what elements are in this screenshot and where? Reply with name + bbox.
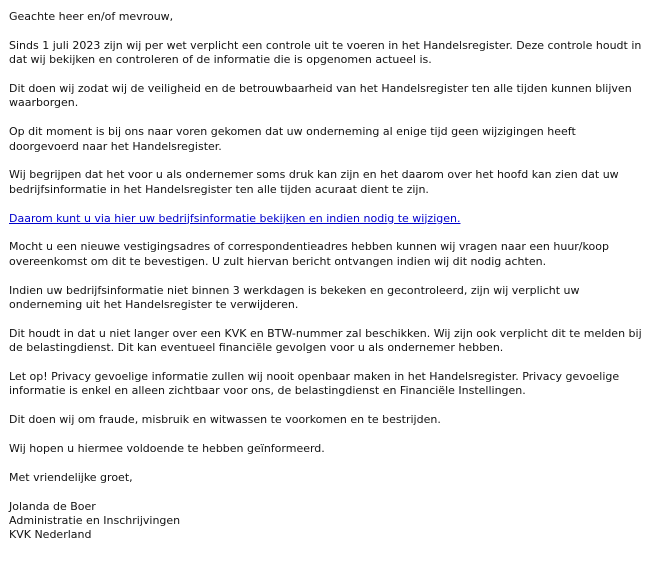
paragraph-notice: Op dit moment is bij ons naar voren gekomen dat uw onderneming al enige tijd geen wijzigingen heeft doorgevoerd naar het Handelsregister. [9, 125, 576, 153]
paragraph-intro: Sinds 1 juli 2023 zijn wij per wet verplicht een controle uit te voeren in het Handelsregister. Deze controle houdt in dat wij bekijken en controleren of de informatie die is opgenomen actueel is. [9, 38, 642, 67]
paragraph-understanding: Wij begrijpen dat het voor u als ondernemer soms druk kan zijn en het daarom over het hoofd kan zien dat uw bedrijfsinformatie in het Handelsregister ten alle tijden acuraat dient te zijn. [9, 168, 619, 196]
greeting: Geachte heer en/of mevrouw, [9, 10, 174, 23]
signature [9, 500, 649, 543]
paragraph-purpose: Dit doen wij zodat wij de veiligheid en de betrouwbaarheid van het Handelsregister ten alle tijden kunnen blijven waarborgen. [9, 82, 632, 110]
paragraph-address: Mocht u een nieuwe vestigingsadres of correspondentieadres hebben kunnen wij vragen naar een huur/koop overeenkomst om dit te bevestigen. U zult hiervan bericht ontvangen indien wij dit nodig achten. [9, 240, 609, 268]
paragraph-privacy: Let op! Privacy gevoelige informatie zullen wij nooit openbaar maken in het Handelsregister. Privacy gevoelige informatie is enkel en alleen zichtbaar voor ons, de belastingdienst en Financiële Instellingen. [9, 370, 620, 398]
signature-organization: KVK Nederland [9, 528, 92, 542]
update-info-link[interactable]: Daarom kunt u via hier uw bedrijfsinformatie bekijken en indien nodig te wijzigen. [9, 211, 461, 225]
link-paragraph [9, 212, 649, 226]
signature-department: Administratie en Inschrijvingen [9, 514, 181, 528]
paragraph-deadline: Indien uw bedrijfsinformatie niet binnen 3 werkdagen is bekeken en gecontroleerd, zijn wij verplicht uw onderneming uit het Handelsregister te verwijderen. [9, 283, 580, 312]
signature-name: Jolanda de Boer [9, 499, 96, 513]
closing: Met vriendelijke groet, [9, 470, 133, 484]
paragraph-fraud: Dit doen wij om fraude, misbruik en witwassen te voorkomen en te bestrijden. [9, 413, 441, 427]
paragraph-consequences: Dit houdt in dat u niet langer over een KVK en BTW-nummer zal beschikken. Wij zijn ook verplicht dit te melden bij de belastingdienst. Dit kan eventueel financiële gevolgen voor u als ondernemer hebben. [9, 326, 642, 355]
paragraph-informed: Wij hopen u hiermee voldoende te hebben geïnformeerd. [9, 442, 325, 456]
